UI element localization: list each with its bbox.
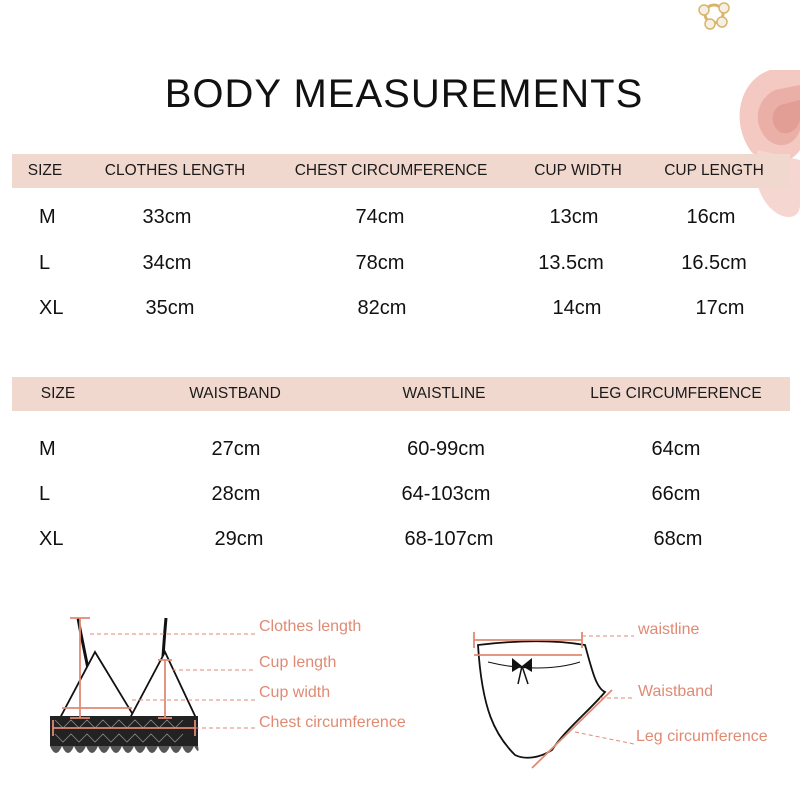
cell-leg-circumference: 64cm (651, 438, 701, 460)
measurement-diagram (0, 600, 800, 800)
top-table-header (12, 154, 790, 188)
cell-waistband: 29cm (214, 528, 264, 550)
cell-size: L (39, 252, 51, 274)
header-clothes-length: CLOTHES LENGTH (104, 162, 246, 179)
cell-size: XL (39, 297, 64, 319)
label-waistline: waistline (638, 621, 700, 638)
cell-leg-circumference: 66cm (651, 483, 701, 505)
cell-waistline: 68-107cm (404, 528, 494, 550)
cell-cup-length: 16cm (686, 206, 736, 228)
label-cup-width: Cup width (259, 684, 331, 701)
label-leg-circumference: Leg circumference (636, 728, 768, 745)
cell-waistband: 28cm (211, 483, 261, 505)
header-chest-circumference: CHEST CIRCUMFERENCE (294, 162, 488, 179)
label-cup-length: Cup length (259, 654, 337, 671)
bra-illustration (50, 618, 255, 753)
header-waistline: WAISTLINE (402, 385, 486, 402)
header-cup-length: CUP LENGTH (664, 162, 764, 179)
label-waistband: Waistband (638, 683, 713, 700)
header-cup-width: CUP WIDTH (534, 162, 622, 179)
brooch-icon (699, 3, 729, 29)
cell-chest-circumference: 74cm (355, 206, 405, 228)
label-chest-circumference: Chest circumference (259, 714, 406, 731)
header-size: SIZE (40, 385, 76, 402)
cell-size: M (39, 206, 56, 228)
cell-leg-circumference: 68cm (653, 528, 703, 550)
cell-cup-width: 14cm (552, 297, 602, 319)
cell-cup-length: 16.5cm (681, 252, 747, 274)
cell-waistband: 27cm (211, 438, 261, 460)
header-waistband: WAISTBAND (189, 385, 281, 402)
cell-chest-circumference: 82cm (357, 297, 407, 319)
header-size: SIZE (27, 162, 63, 179)
cell-clothes-length: 33cm (142, 206, 192, 228)
header-leg-circumference: LEG CIRCUMFERENCE (590, 385, 762, 402)
cell-waistline: 64-103cm (401, 483, 491, 505)
cell-cup-width: 13cm (549, 206, 599, 228)
cell-clothes-length: 35cm (145, 297, 195, 319)
cell-clothes-length: 34cm (142, 252, 192, 274)
cell-chest-circumference: 78cm (355, 252, 405, 274)
cell-size: XL (39, 528, 64, 550)
cell-size: L (39, 483, 51, 505)
cell-size: M (39, 438, 56, 460)
label-clothes-length: Clothes length (259, 618, 362, 635)
page-title: BODY MEASUREMENTS (164, 72, 644, 116)
panty-illustration (474, 632, 634, 768)
cell-cup-width: 13.5cm (538, 252, 604, 274)
cell-waistline: 60-99cm (407, 438, 485, 460)
cell-cup-length: 17cm (695, 297, 745, 319)
bottom-table-header (12, 377, 790, 411)
